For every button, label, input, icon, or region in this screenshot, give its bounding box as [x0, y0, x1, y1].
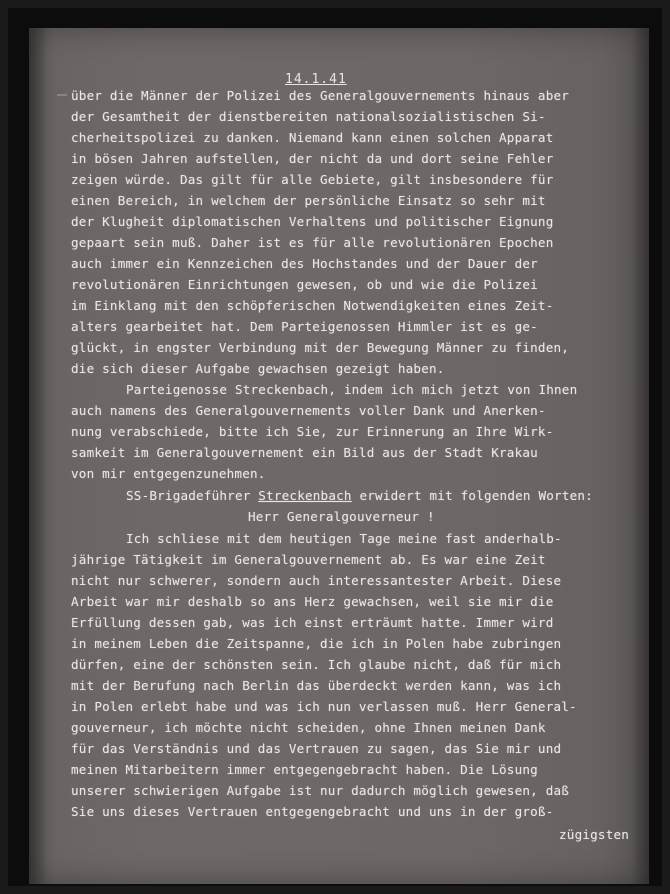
catchword: zügigsten — [559, 827, 630, 842]
text-line: im Einklang mit den schöpferischen Notwendigkeiten eines Zeit- — [71, 298, 554, 313]
text-line: nung verabschiede, bitte ich Sie, zur Erinnerung an Ihre Wirk- — [71, 424, 554, 439]
text-line: gouverneur, ich möchte nicht scheiden, ohne Ihnen meinen Dank — [71, 720, 546, 735]
text-line: jährige Tätigkeit im Generalgouvernement ab. Es war eine Zeit — [71, 552, 546, 567]
scan-frame — [8, 8, 662, 886]
text-line: Sie uns dieses Vertrauen entgegengebracht und uns in der groß- — [71, 804, 554, 819]
text-line: Ich schliese mit dem heutigen Tage meine fast anderhalb- — [126, 531, 562, 546]
page-date: 14.1.41 — [285, 72, 347, 87]
text-line: mit der Berufung nach Berlin das überdeckt werden kann, was ich — [71, 678, 562, 693]
text-line: nicht nur schwerer, sondern auch interessantester Arbeit. Diese — [71, 573, 562, 588]
text-line: alters gearbeitet hat. Dem Parteigenossen Himmler ist es ge- — [71, 319, 538, 334]
text-line: in meinem Leben die Zeitspanne, die ich in Polen habe zubringen — [71, 636, 562, 651]
page-shadow-left — [29, 28, 47, 884]
text-line: revolutionären Einrichtungen gewesen, ob und wie die Polizei — [71, 277, 538, 292]
margin-mark — [57, 94, 67, 104]
text-line: über die Männer der Polizei des Generalgouvernements hinaus aber — [71, 88, 570, 103]
text-line: die sich dieser Aufgabe gewachsen gezeigt haben. — [71, 361, 445, 376]
text-line: cherheitspolizei zu danken. Niemand kann einen solchen Apparat — [71, 130, 554, 145]
text-line: gepaart sein muß. Daher ist es für alle revolutionären Epochen — [71, 235, 554, 250]
text-line: samkeit im Generalgouvernement ein Bild aus der Stadt Krakau — [71, 445, 538, 460]
text-line: in bösen Jahren aufstellen, der nicht da und dort seine Fehler — [71, 151, 554, 166]
text-line: einen Bereich, in welchem der persönliche Einsatz so sehr mit — [71, 193, 546, 208]
text-line: Erfüllung dessen gab, was ich einst erträumt hatte. Immer wird — [71, 615, 554, 630]
text-line: auch immer ein Kennzeichen des Hochstandes und der Dauer der — [71, 256, 538, 271]
text-line: Arbeit war mir deshalb so ans Herz gewachsen, weil sie mir die — [71, 594, 554, 609]
text-line: auch namens des Generalgouvernements voller Dank und Anerken- — [71, 403, 546, 418]
speaker-name: Streckenbach — [258, 488, 352, 503]
text-line: von mir entgegenzunehmen. — [71, 466, 266, 481]
salutation: Herr Generalgouverneur ! — [248, 509, 435, 524]
text-line: glückt, in engster Verbindung mit der Bewegung Männer zu finden, — [71, 340, 570, 355]
text-line: zeigen würde. Das gilt für alle Gebiete, gilt insbesondere für — [71, 172, 554, 187]
typewritten-page — [29, 28, 649, 884]
page-shadow-right — [631, 28, 649, 884]
text-line: meinen Mitarbeitern immer entgegengebracht haben. Die Lösung — [71, 762, 538, 777]
speaker-title: SS-Brigadeführer — [126, 488, 259, 503]
text-line: Parteigenosse Streckenbach, indem ich mich jetzt von Ihnen — [126, 382, 578, 397]
text-line: für das Verständnis und das Vertrauen zu sagen, das Sie mir und — [71, 741, 562, 756]
speaker-line — [126, 488, 593, 503]
text-line: in Polen erlebt habe und was ich nun verlassen muß. Herr General- — [71, 699, 577, 714]
text-line: dürfen, eine der schönsten sein. Ich glaube nicht, daß für mich — [71, 657, 562, 672]
speaker-intro: erwidert mit folgenden Worten: — [359, 488, 593, 503]
text-line: der Klugheit diplomatischen Verhaltens und politischer Eignung — [71, 214, 554, 229]
text-line: unserer schwierigen Aufgabe ist nur dadurch möglich gewesen, daß — [71, 783, 570, 798]
text-line: der Gesamtheit der dienstbereiten nationalsozialistischen Si- — [71, 109, 546, 124]
